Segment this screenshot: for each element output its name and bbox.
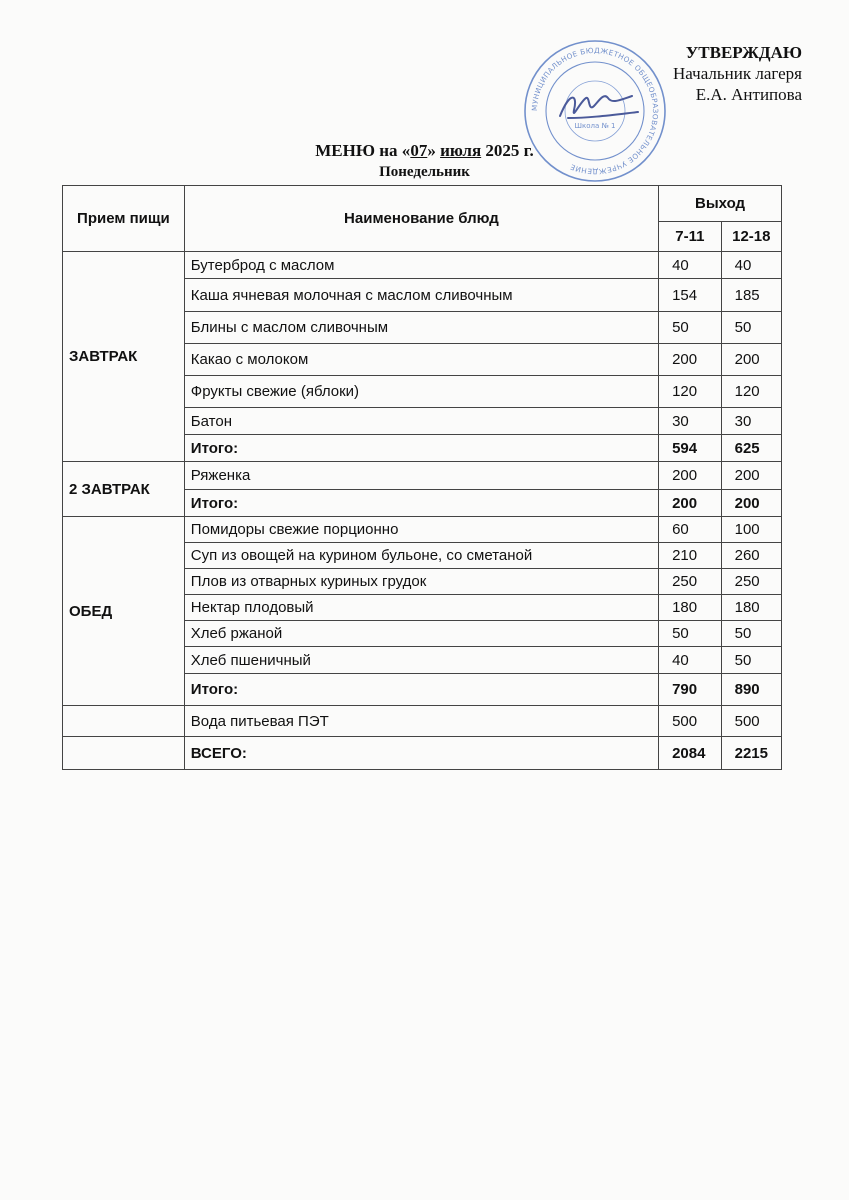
title-month: июля [440,141,482,160]
total-7-11: 594 [659,435,722,462]
total-12-18: 890 [721,674,781,706]
empty-meal-cell [63,706,185,737]
table-row [63,706,782,737]
meal-second-breakfast: 2 ЗАВТРАК [63,462,185,517]
value-12-18: 120 [721,376,781,408]
stamp-center-text: Школа № 1 [574,122,616,130]
grand-total-12-18: 2215 [721,737,781,770]
total-label: Итого: [184,674,658,706]
dish-name: Хлеб ржаной [184,621,658,647]
total-12-18: 200 [721,490,781,517]
value-7-11: 154 [659,279,722,312]
table-row [63,252,782,279]
header-meal: Прием пищи [63,186,185,252]
empty-meal-cell [63,737,185,770]
value-12-18: 200 [721,344,781,376]
value-12-18: 500 [721,706,781,737]
value-7-11: 200 [659,344,722,376]
value-12-18: 180 [721,595,781,621]
total-label: Итого: [184,490,658,517]
value-7-11: 40 [659,252,722,279]
value-7-11: 60 [659,517,722,543]
total-7-11: 790 [659,674,722,706]
total-label: Итого: [184,435,658,462]
title-day: 07 [410,141,428,160]
page-title [0,140,849,161]
stamp-ring-text: МУНИЦИПАЛЬНОЕ БЮДЖЕТНОЕ ОБЩЕОБРАЗОВАТЕЛЬНОЕ УЧРЕЖДЕНИЕ [529,45,661,177]
weekday: Понедельник [379,164,470,180]
value-12-18: 30 [721,408,781,435]
value-12-18: 250 [721,569,781,595]
signature [560,96,638,118]
dish-name: Суп из овощей на курином бульоне, со сметаной [184,543,658,569]
title-suffix: 2025 г. [481,141,534,160]
value-7-11: 200 [659,462,722,490]
total-7-11: 200 [659,490,722,517]
dish-name: Какао с молоком [184,344,658,376]
dish-name: Фрукты свежие (яблоки) [184,376,658,408]
grand-total-row [63,737,782,770]
grand-total-label: ВСЕГО: [184,737,658,770]
table-row [63,462,782,490]
meal-lunch: ОБЕД [63,517,185,706]
value-7-11: 500 [659,706,722,737]
header-output: Выход [659,186,782,222]
menu-table [62,185,782,770]
value-7-11: 250 [659,569,722,595]
header-dish: Наименование блюд [184,186,658,252]
dish-name: Помидоры свежие порционно [184,517,658,543]
dish-name: Блины с маслом сливочным [184,312,658,344]
value-12-18: 50 [721,621,781,647]
dish-name: Хлеб пшеничный [184,647,658,674]
dish-name: Ряженка [184,462,658,490]
header-age-7-11: 7-11 [659,222,722,252]
header-age-12-18: 12-18 [721,222,781,252]
approval-title: УТВЕРЖДАЮ [685,43,802,62]
approval-block [673,42,802,105]
value-12-18: 50 [721,647,781,674]
value-7-11: 50 [659,312,722,344]
dish-name: Бутерброд с маслом [184,252,658,279]
title-prefix: МЕНЮ на « [315,141,411,160]
value-7-11: 40 [659,647,722,674]
value-12-18: 40 [721,252,781,279]
table-row [63,517,782,543]
approval-name: Е.А. Антипова [695,85,802,104]
value-12-18: 100 [721,517,781,543]
value-12-18: 50 [721,312,781,344]
dish-name: Вода питьевая ПЭТ [184,706,658,737]
title-middle: » [427,141,441,160]
value-12-18: 200 [721,462,781,490]
dish-name: Каша ячневая молочная с маслом сливочным [184,279,658,312]
dish-name: Плов из отварных куриных грудок [184,569,658,595]
value-7-11: 50 [659,621,722,647]
dish-name: Нектар плодовый [184,595,658,621]
dish-name: Батон [184,408,658,435]
approval-position: Начальник лагеря [673,64,802,83]
value-7-11: 30 [659,408,722,435]
value-7-11: 180 [659,595,722,621]
total-12-18: 625 [721,435,781,462]
value-12-18: 185 [721,279,781,312]
grand-total-7-11: 2084 [659,737,722,770]
value-7-11: 120 [659,376,722,408]
meal-breakfast: ЗАВТРАК [63,252,185,462]
value-7-11: 210 [659,543,722,569]
value-12-18: 260 [721,543,781,569]
